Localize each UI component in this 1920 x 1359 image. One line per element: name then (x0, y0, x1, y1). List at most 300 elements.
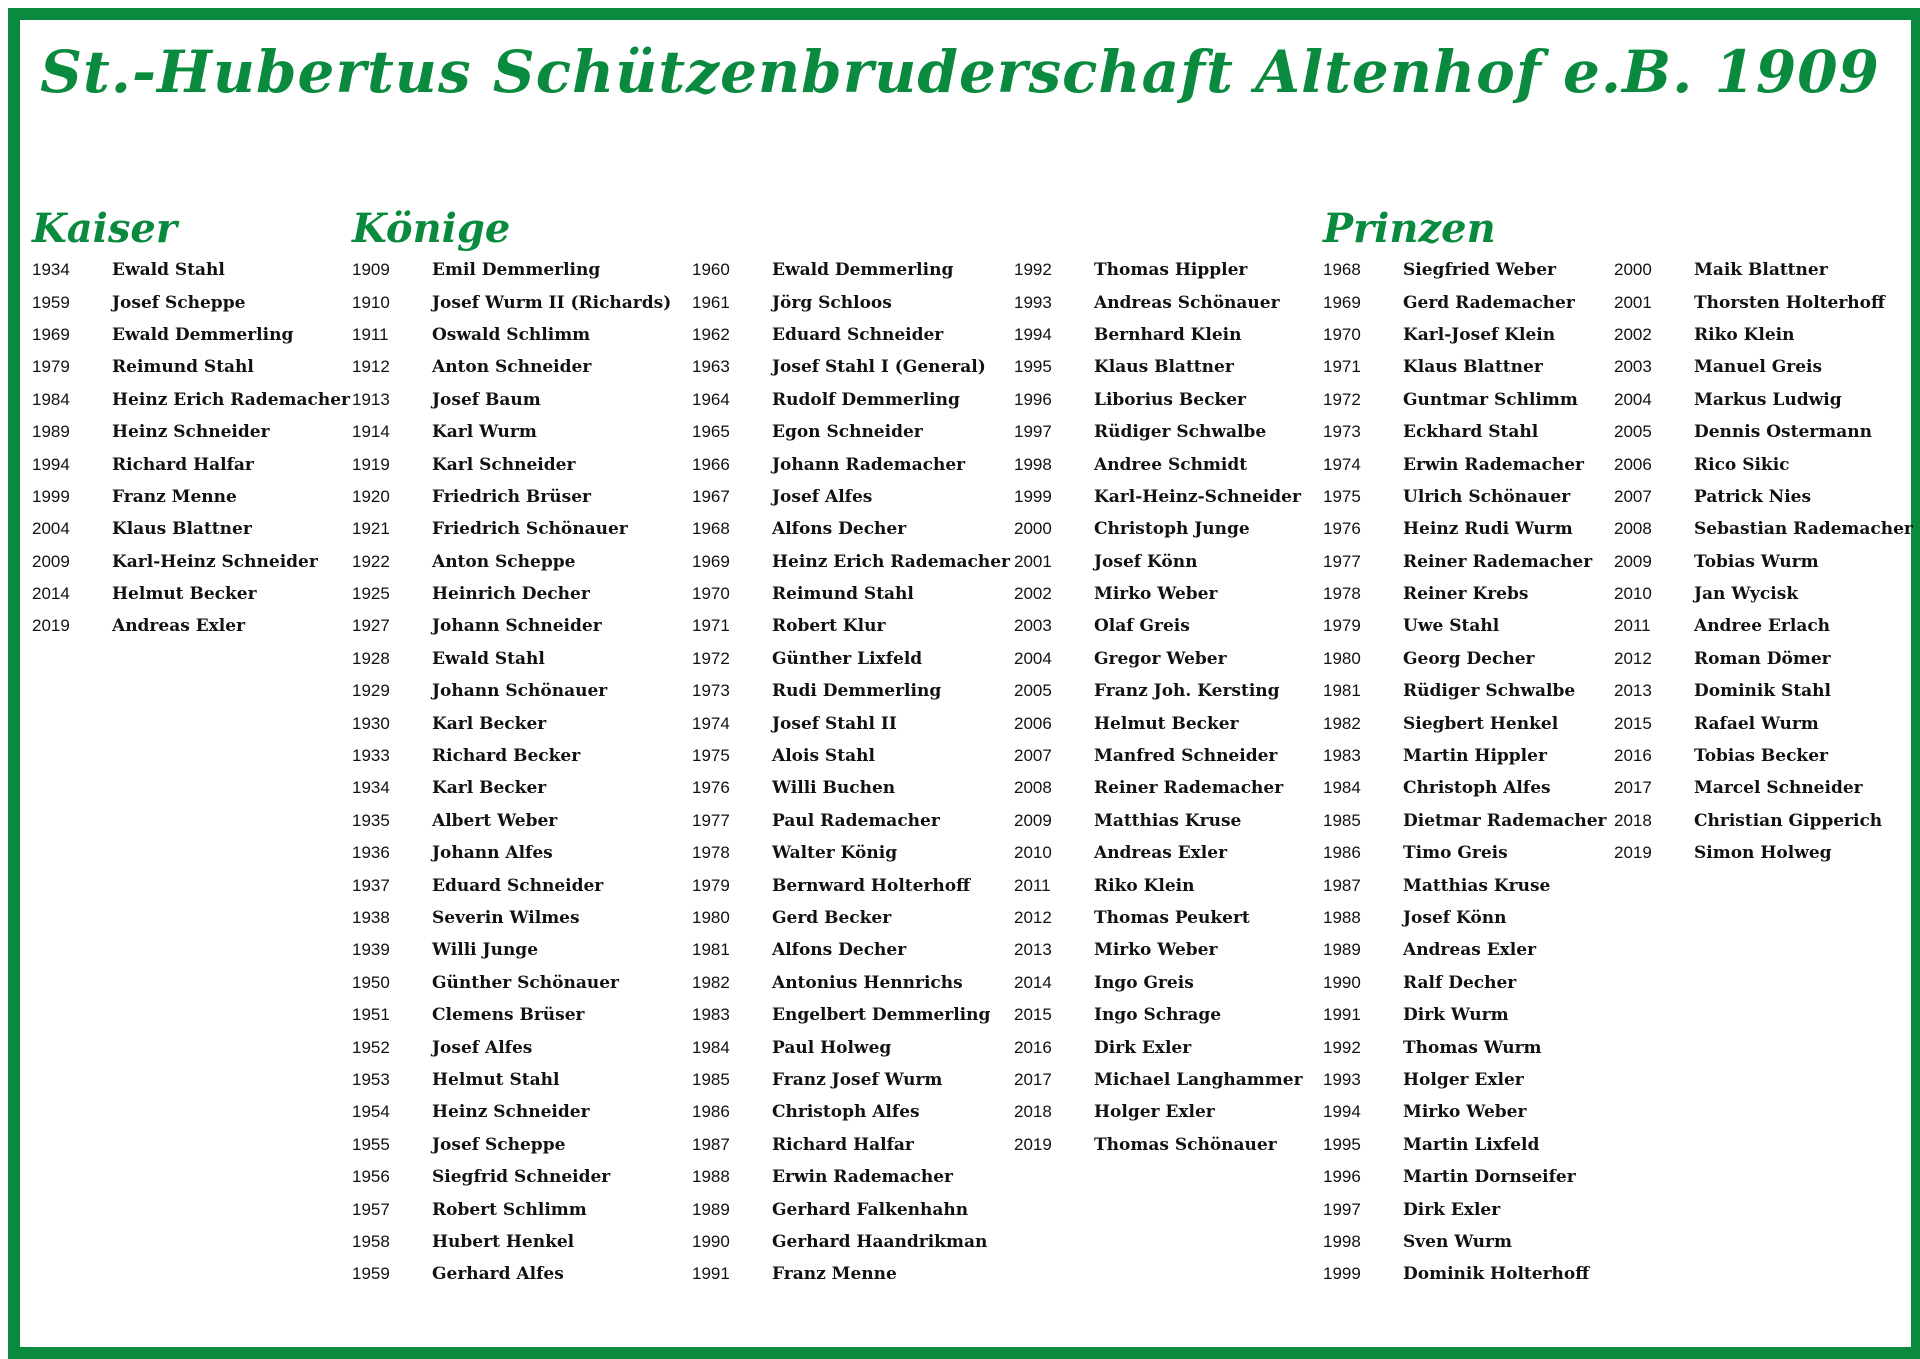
name-label: Rico Sikic (1694, 454, 1790, 475)
list-item (352, 578, 671, 610)
list-item (692, 513, 1010, 545)
name-label: Bernward Holterhoff (772, 875, 971, 896)
year-label: 1983 (1323, 746, 1361, 766)
year-label: 1950 (352, 972, 390, 992)
year-label: 1971 (1323, 357, 1361, 377)
list-item (1614, 513, 1913, 545)
year-label: 2016 (1014, 1037, 1052, 1057)
name-label: Clemens Brüser (432, 1005, 585, 1026)
list-item (1323, 513, 1606, 545)
name-label: Antonius Hennrichs (772, 972, 963, 993)
name-label: Albert Weber (432, 810, 558, 831)
year-label: 1984 (32, 389, 70, 409)
year-label: 1951 (352, 1005, 390, 1025)
year-label: 1939 (352, 940, 390, 960)
list-item (1014, 805, 1303, 837)
list-item (1014, 869, 1303, 901)
name-label: Alfons Decher (772, 940, 907, 961)
year-label: 2000 (1614, 260, 1652, 280)
list-item (692, 610, 1010, 642)
name-label: Günther Schönauer (432, 972, 619, 993)
year-label: 1994 (32, 454, 70, 474)
list-item (352, 837, 671, 869)
year-label: 2014 (1014, 972, 1052, 992)
name-label: Erwin Rademacher (1403, 454, 1585, 475)
list-item (692, 1064, 1010, 1096)
name-label: Eduard Schneider (772, 324, 944, 345)
year-label: 1997 (1323, 1199, 1361, 1219)
list-item (352, 869, 671, 901)
name-label: Klaus Blattner (1403, 357, 1543, 378)
name-label: Heinz Schneider (432, 1102, 590, 1123)
name-label: Sven Wurm (1403, 1231, 1512, 1252)
list-item (1323, 1064, 1606, 1096)
list-item (352, 1129, 671, 1161)
list-item (352, 805, 671, 837)
list-item (1323, 254, 1606, 286)
year-label: 1981 (1323, 681, 1361, 701)
year-label: 1965 (692, 422, 730, 442)
list-item (352, 254, 671, 286)
name-label: Gerhard Falkenhahn (772, 1199, 969, 1220)
name-label: Paul Rademacher (772, 810, 940, 831)
year-label: 1914 (352, 422, 390, 442)
list-item (1323, 643, 1606, 675)
name-label: Reimund Stahl (772, 584, 914, 605)
name-label: Johann Alfes (432, 843, 553, 864)
name-label: Karl Wurm (432, 422, 537, 443)
year-label: 1984 (692, 1037, 730, 1057)
list-item (1014, 707, 1303, 739)
list-item (692, 967, 1010, 999)
name-label: Franz Menne (772, 1264, 897, 1285)
year-label: 1959 (352, 1264, 390, 1284)
name-label: Ewald Demmerling (112, 324, 294, 345)
list-item (1014, 740, 1303, 772)
year-label: 1953 (352, 1069, 390, 1089)
name-label: Josef Scheppe (112, 292, 246, 313)
year-label: 1987 (1323, 875, 1361, 895)
name-label: Matthias Kruse (1403, 875, 1551, 896)
list-item (1323, 675, 1606, 707)
name-label: Holger Exler (1094, 1102, 1215, 1123)
name-label: Gerhard Haandrikman (772, 1231, 988, 1252)
list-item (1323, 1258, 1606, 1290)
list-item (1614, 740, 1913, 772)
name-label: Gerd Rademacher (1403, 292, 1575, 313)
year-label: 2012 (1014, 908, 1052, 927)
list-item (1014, 837, 1303, 869)
year-label: 1935 (352, 810, 390, 830)
list-item (692, 902, 1010, 934)
year-label: 2017 (1014, 1069, 1052, 1089)
list-item (1614, 351, 1913, 383)
year-label: 2006 (1014, 713, 1052, 733)
year-label: 2009 (32, 551, 70, 571)
year-label: 1998 (1323, 1231, 1361, 1251)
koenige-list-3 (1014, 254, 1303, 1161)
name-label: Siegbert Henkel (1403, 713, 1559, 734)
list-item (1323, 1226, 1606, 1258)
list-item (1323, 578, 1606, 610)
name-label: Heinz Erich Rademacher (112, 389, 350, 410)
year-label: 2004 (32, 519, 70, 539)
name-label: Uwe Stahl (1403, 616, 1500, 637)
year-label: 1978 (692, 843, 730, 863)
list-item (1323, 319, 1606, 351)
year-label: 1919 (352, 454, 390, 474)
list-item (352, 1193, 671, 1225)
year-label: 1911 (352, 324, 389, 344)
list-item (1014, 772, 1303, 804)
section-heading-koenige: Könige (352, 205, 511, 252)
year-label: 1989 (692, 1199, 730, 1219)
list-item (1014, 351, 1303, 383)
name-label: Thomas Peukert (1094, 908, 1250, 928)
list-item (1323, 546, 1606, 578)
year-label: 2006 (1614, 454, 1652, 474)
year-label: 2007 (1614, 486, 1652, 506)
name-label: Andreas Exler (1403, 940, 1537, 961)
list-item (352, 384, 671, 416)
year-label: 1993 (1323, 1069, 1361, 1089)
name-label: Josef Baum (432, 389, 541, 410)
year-label: 1994 (1323, 1102, 1361, 1122)
list-item (352, 1226, 671, 1258)
name-label: Christoph Alfes (772, 1102, 920, 1123)
name-label: Reiner Rademacher (1094, 778, 1284, 799)
year-label: 1973 (692, 681, 730, 701)
year-label: 1972 (1323, 389, 1361, 409)
list-item (1014, 578, 1303, 610)
year-label: 1977 (692, 810, 730, 830)
name-label: Karl-Heinz Schneider (112, 551, 318, 572)
year-label: 1987 (692, 1134, 730, 1154)
list-item (1014, 934, 1303, 966)
list-item (692, 999, 1010, 1031)
list-item (1323, 967, 1606, 999)
year-label: 1977 (1323, 551, 1361, 571)
list-item (1614, 643, 1913, 675)
year-label: 2015 (1014, 1005, 1052, 1025)
name-label: Dirk Exler (1094, 1037, 1192, 1058)
year-label: 2004 (1614, 389, 1652, 409)
year-label: 2009 (1014, 810, 1052, 830)
year-label: 1928 (352, 648, 390, 668)
year-label: 2010 (1614, 584, 1652, 604)
name-label: Heinz Schneider (112, 422, 270, 443)
year-label: 1968 (692, 519, 730, 539)
page-title: St.-Hubertus Schützenbruderschaft Altenhof e.B. 1909 (40, 38, 1880, 106)
year-label: 2019 (1014, 1134, 1052, 1154)
list-item (692, 578, 1010, 610)
year-label: 1994 (1014, 324, 1052, 344)
list-item (352, 934, 671, 966)
list-item (352, 448, 671, 480)
list-item (1323, 610, 1606, 642)
name-label: Georg Decher (1403, 648, 1535, 669)
year-label: 1998 (1014, 454, 1052, 474)
list-item (1614, 546, 1913, 578)
list-item (1614, 610, 1913, 642)
name-label: Andreas Exler (112, 616, 246, 637)
list-item (352, 546, 671, 578)
list-item (352, 481, 671, 513)
year-label: 1960 (692, 260, 730, 280)
year-label: 1968 (1323, 260, 1361, 280)
list-item (32, 319, 350, 351)
name-label: Richard Halfar (112, 454, 254, 475)
year-label: 1927 (352, 616, 390, 636)
name-label: Bernhard Klein (1094, 324, 1242, 345)
name-label: Rüdiger Schwalbe (1094, 422, 1267, 443)
name-label: Alois Stahl (772, 746, 875, 767)
list-item (352, 286, 671, 318)
year-label: 1995 (1323, 1134, 1361, 1154)
list-item (352, 319, 671, 351)
name-label: Friedrich Brüser (432, 486, 591, 507)
year-label: 1921 (352, 519, 390, 539)
year-label: 2011 (1014, 875, 1051, 895)
year-label: 1976 (1323, 519, 1361, 539)
year-label: 1999 (32, 486, 70, 506)
name-label: Siegfried Weber (1403, 260, 1556, 281)
name-label: Gregor Weber (1094, 648, 1227, 669)
list-item (1014, 481, 1303, 513)
name-label: Johann Schönauer (432, 681, 608, 702)
year-label: 1934 (352, 778, 390, 798)
year-label: 2012 (1614, 648, 1652, 668)
name-label: Josef Scheppe (432, 1134, 566, 1155)
list-item (692, 1226, 1010, 1258)
year-label: 1992 (1014, 260, 1052, 280)
name-label: Ingo Greis (1094, 972, 1194, 993)
name-label: Thorsten Holterhoff (1694, 292, 1885, 313)
list-item (1614, 707, 1913, 739)
year-label: 1925 (352, 584, 390, 604)
name-label: Ulrich Schönauer (1403, 486, 1571, 507)
year-label: 2001 (1014, 551, 1052, 571)
year-label: 1975 (1323, 486, 1361, 506)
list-item (352, 416, 671, 448)
year-label: 1990 (1323, 972, 1361, 992)
name-label: Manfred Schneider (1094, 746, 1278, 767)
list-item (1014, 675, 1303, 707)
name-label: Jörg Schloos (772, 292, 892, 313)
list-item (692, 869, 1010, 901)
year-label: 1959 (32, 292, 70, 312)
year-label: 2017 (1614, 778, 1652, 798)
list-item (1323, 805, 1606, 837)
name-label: Andreas Exler (1094, 843, 1228, 864)
name-label: Eckhard Stahl (1403, 422, 1539, 443)
list-item (1614, 837, 1913, 869)
list-item (692, 1193, 1010, 1225)
year-label: 1974 (692, 713, 730, 733)
year-label: 1952 (352, 1037, 390, 1057)
name-label: Franz Menne (112, 486, 237, 507)
year-label: 1982 (692, 972, 730, 992)
list-item (1614, 805, 1913, 837)
name-label: Ralf Decher (1403, 972, 1517, 993)
list-item (692, 1161, 1010, 1193)
name-label: Josef Könn (1094, 551, 1198, 572)
name-label: Willi Junge (432, 940, 539, 961)
name-label: Andree Schmidt (1094, 454, 1248, 475)
year-label: 1936 (352, 843, 390, 863)
name-label: Heinrich Decher (432, 584, 590, 605)
list-item (1014, 999, 1303, 1031)
name-label: Reiner Rademacher (1403, 551, 1593, 572)
list-item (692, 740, 1010, 772)
year-label: 2009 (1614, 551, 1652, 571)
year-label: 1974 (1323, 454, 1361, 474)
name-label: Dominik Stahl (1694, 681, 1832, 702)
year-label: 1973 (1323, 422, 1361, 442)
name-label: Rüdiger Schwalbe (1403, 681, 1576, 702)
list-item (32, 351, 350, 383)
list-item (1614, 578, 1913, 610)
year-label: 2018 (1014, 1102, 1052, 1122)
year-label: 2008 (1014, 778, 1052, 798)
list-item (692, 384, 1010, 416)
year-label: 1954 (352, 1102, 390, 1122)
list-item (692, 546, 1010, 578)
list-item (1323, 772, 1606, 804)
name-label: Maik Blattner (1694, 260, 1828, 281)
year-label: 1995 (1014, 357, 1052, 377)
year-label: 1992 (1323, 1037, 1361, 1057)
name-label: Marcel Schneider (1694, 778, 1863, 799)
name-label: Emil Demmerling (432, 260, 601, 281)
year-label: 1991 (692, 1264, 730, 1284)
name-label: Ingo Schrage (1094, 1005, 1222, 1026)
name-label: Dirk Exler (1403, 1199, 1501, 1220)
list-item (352, 772, 671, 804)
year-label: 2019 (32, 616, 70, 636)
year-label: 1986 (1323, 843, 1361, 863)
prinzen-list-2 (1614, 254, 1913, 869)
list-item (352, 1096, 671, 1128)
year-label: 1972 (692, 648, 730, 668)
list-item (32, 384, 350, 416)
name-label: Andreas Schönauer (1094, 292, 1280, 313)
name-label: Reiner Krebs (1403, 584, 1529, 605)
year-label: 1969 (1323, 292, 1361, 312)
name-label: Christian Gipperich (1694, 810, 1883, 831)
name-label: Reimund Stahl (112, 357, 254, 378)
name-label: Johann Schneider (432, 616, 602, 637)
name-label: Christoph Junge (1094, 519, 1250, 540)
name-label: Klaus Blattner (112, 519, 252, 540)
list-item (1014, 643, 1303, 675)
name-label: Josef Alfes (772, 486, 873, 507)
name-label: Sebastian Rademacher (1694, 519, 1913, 540)
year-label: 1956 (352, 1167, 390, 1187)
year-label: 1930 (352, 713, 390, 733)
list-item (1014, 610, 1303, 642)
list-item (1614, 675, 1913, 707)
list-item (1014, 1064, 1303, 1096)
name-label: Franz Joh. Kersting (1094, 681, 1280, 702)
name-label: Holger Exler (1403, 1069, 1524, 1090)
list-item (352, 643, 671, 675)
year-label: 1966 (692, 454, 730, 474)
list-item (1614, 286, 1913, 318)
name-label: Mirko Weber (1094, 940, 1218, 961)
year-label: 1934 (32, 260, 70, 280)
year-label: 1989 (32, 422, 70, 442)
year-label: 2003 (1614, 357, 1652, 377)
list-item (1614, 481, 1913, 513)
list-item (32, 416, 350, 448)
year-label: 2005 (1614, 422, 1652, 442)
list-item (692, 1258, 1010, 1290)
year-label: 2010 (1014, 843, 1052, 863)
name-label: Michael Langhammer (1094, 1069, 1303, 1090)
name-label: Ewald Stahl (432, 648, 545, 669)
list-item (32, 578, 350, 610)
name-label: Josef Wurm II (Richards) (432, 292, 672, 313)
list-item (1323, 1031, 1606, 1063)
list-item (1323, 286, 1606, 318)
list-item (692, 675, 1010, 707)
list-item (1614, 416, 1913, 448)
name-label: Patrick Nies (1694, 486, 1812, 507)
name-label: Siegfrid Schneider (432, 1167, 611, 1188)
kaiser-list (32, 254, 350, 643)
name-label: Heinz Erich Rademacher (772, 551, 1010, 572)
list-item (692, 643, 1010, 675)
name-label: Egon Schneider (772, 422, 923, 443)
year-label: 1984 (1323, 778, 1361, 798)
list-item (1014, 1096, 1303, 1128)
name-label: Johann Rademacher (772, 454, 966, 475)
name-label: Dietmar Rademacher (1403, 810, 1607, 831)
list-item (352, 902, 671, 934)
list-item (1014, 448, 1303, 480)
name-label: Gerd Becker (772, 908, 892, 928)
list-item (352, 707, 671, 739)
name-label: Jan Wycisk (1694, 584, 1799, 605)
list-item (1014, 319, 1303, 351)
list-item (692, 805, 1010, 837)
list-item (692, 934, 1010, 966)
year-label: 1991 (1323, 1005, 1361, 1025)
year-label: 2018 (1614, 810, 1652, 830)
name-label: Engelbert Demmerling (772, 1005, 991, 1026)
koenige-list-1 (352, 254, 671, 1291)
year-label: 1975 (692, 746, 730, 766)
name-label: Paul Holweg (772, 1037, 892, 1058)
year-label: 1996 (1323, 1167, 1361, 1187)
year-label: 1983 (692, 1005, 730, 1025)
list-item (352, 740, 671, 772)
list-item (1614, 448, 1913, 480)
year-label: 1963 (692, 357, 730, 377)
list-item (1323, 740, 1606, 772)
list-item (1014, 967, 1303, 999)
year-label: 1989 (1323, 940, 1361, 960)
year-label: 1955 (352, 1134, 390, 1154)
year-label: 2013 (1614, 681, 1652, 701)
name-label: Rudi Demmerling (772, 681, 942, 702)
name-label: Anton Scheppe (432, 551, 576, 572)
list-item (32, 448, 350, 480)
name-label: Simon Holweg (1694, 843, 1832, 864)
name-label: Thomas Schönauer (1094, 1134, 1277, 1155)
year-label: 1993 (1014, 292, 1052, 312)
